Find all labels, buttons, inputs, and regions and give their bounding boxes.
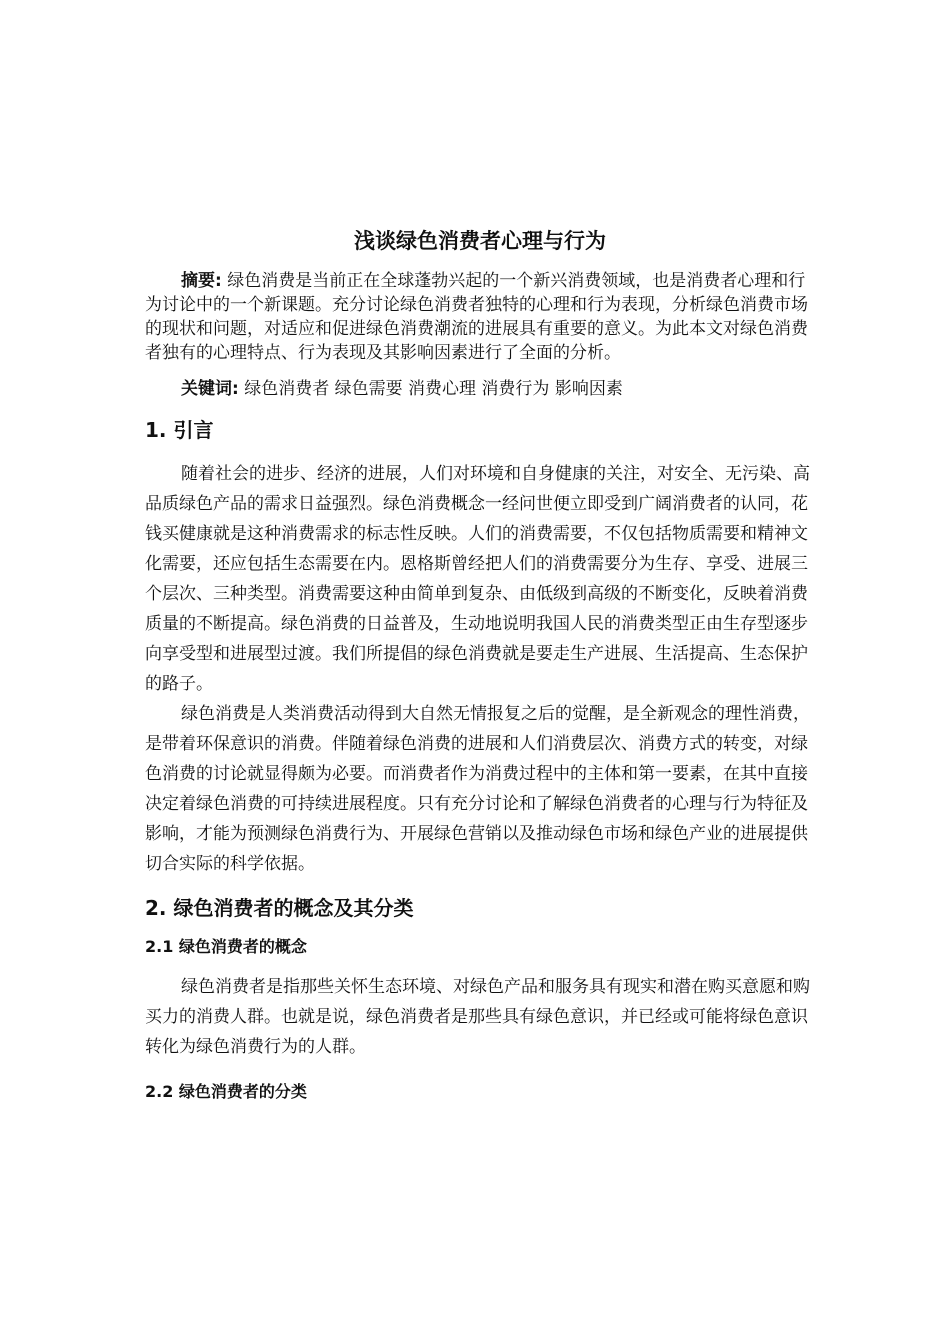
- document-title: 浅谈绿色消费者心理与行为: [354, 229, 606, 253]
- document-page: [145, 228, 815, 1117]
- section-1-heading: 1. 引言: [145, 418, 214, 443]
- section-1-paragraph-1: 随着社会的进步、经济的进展，人们对环境和自身健康的关注，对安全、无污染、高品质绿色产品的需求日益强烈。绿色消费概念一经问世便立即受到广阔消费者的认同，花钱买健康就是这种消费需求的标志性反映。人们的消费需要，不仅包括物质需要和精神文化需要，还应包括生态需要在内。恩格斯曾经把人们的消费需要分为生存、享受、进展三个层次、三种类型。消费需要这种由简单到复杂、由低级到高级的不断变化，反映着消费质量的不断提高。绿色消费的日益普及，生动地说明我国人民的消费类型正由生存型逐步向享受型和进展型过渡。我们所提倡的绿色消费就是要走生产进展、生活提高、生态保护的路子。: [145, 464, 810, 695]
- section-2-2-heading: 2.2 绿色消费者的分类: [145, 1082, 307, 1102]
- section-1-paragraph-2: 绿色消费是人类消费活动得到大自然无情报复之后的觉醒，是全新观念的理性消费，是带着环保意识的消费。伴随着绿色消费的进展和人们消费层次、消费方式的转变，对绿色消费的讨论就显得颇为必要。而消费者作为消费过程中的主体和第一要素，在其中直接决定着绿色消费的可持续进展程度。只有充分讨论和了解绿色消费者的心理与行为特征及影响，才能为预测绿色消费行为、开展绿色营销以及推动绿色市场和绿色产业的进展提供切合实际的科学依据。: [145, 704, 810, 875]
- section-2-1-heading: 2.1 绿色消费者的概念: [145, 937, 307, 957]
- section-2-heading: 2. 绿色消费者的概念及其分类: [145, 896, 414, 921]
- keywords: [145, 377, 815, 401]
- keywords-text: 绿色消费者 绿色需要 消费心理 消费行为 影响因素: [244, 379, 623, 400]
- abstract-text: 绿色消费是当前正在全球蓬勃兴起的一个新兴消费领域，也是消费者心理和行为讨论中的一个新课题。充分讨论绿色消费者独特的心理和行为表现，分析绿色消费市场的现状和问题，对适应和促进绿色消费潮流的进展具有重要的意义。为此本文对绿色消费者独有的心理特点、行为表现及其影响因素进行了全面的分析。: [145, 271, 808, 364]
- abstract: [145, 269, 815, 365]
- abstract-label: 摘要:: [181, 271, 222, 292]
- keywords-label: 关键词:: [181, 379, 239, 400]
- section-2-1-paragraph: 绿色消费者是指那些关怀生态环境、对绿色产品和服务具有现实和潜在购买意愿和购买力的消费人群。也就是说，绿色消费者是那些具有绿色意识，并已经或可能将绿色意识转化为绿色消费行为的人群。: [145, 977, 810, 1058]
